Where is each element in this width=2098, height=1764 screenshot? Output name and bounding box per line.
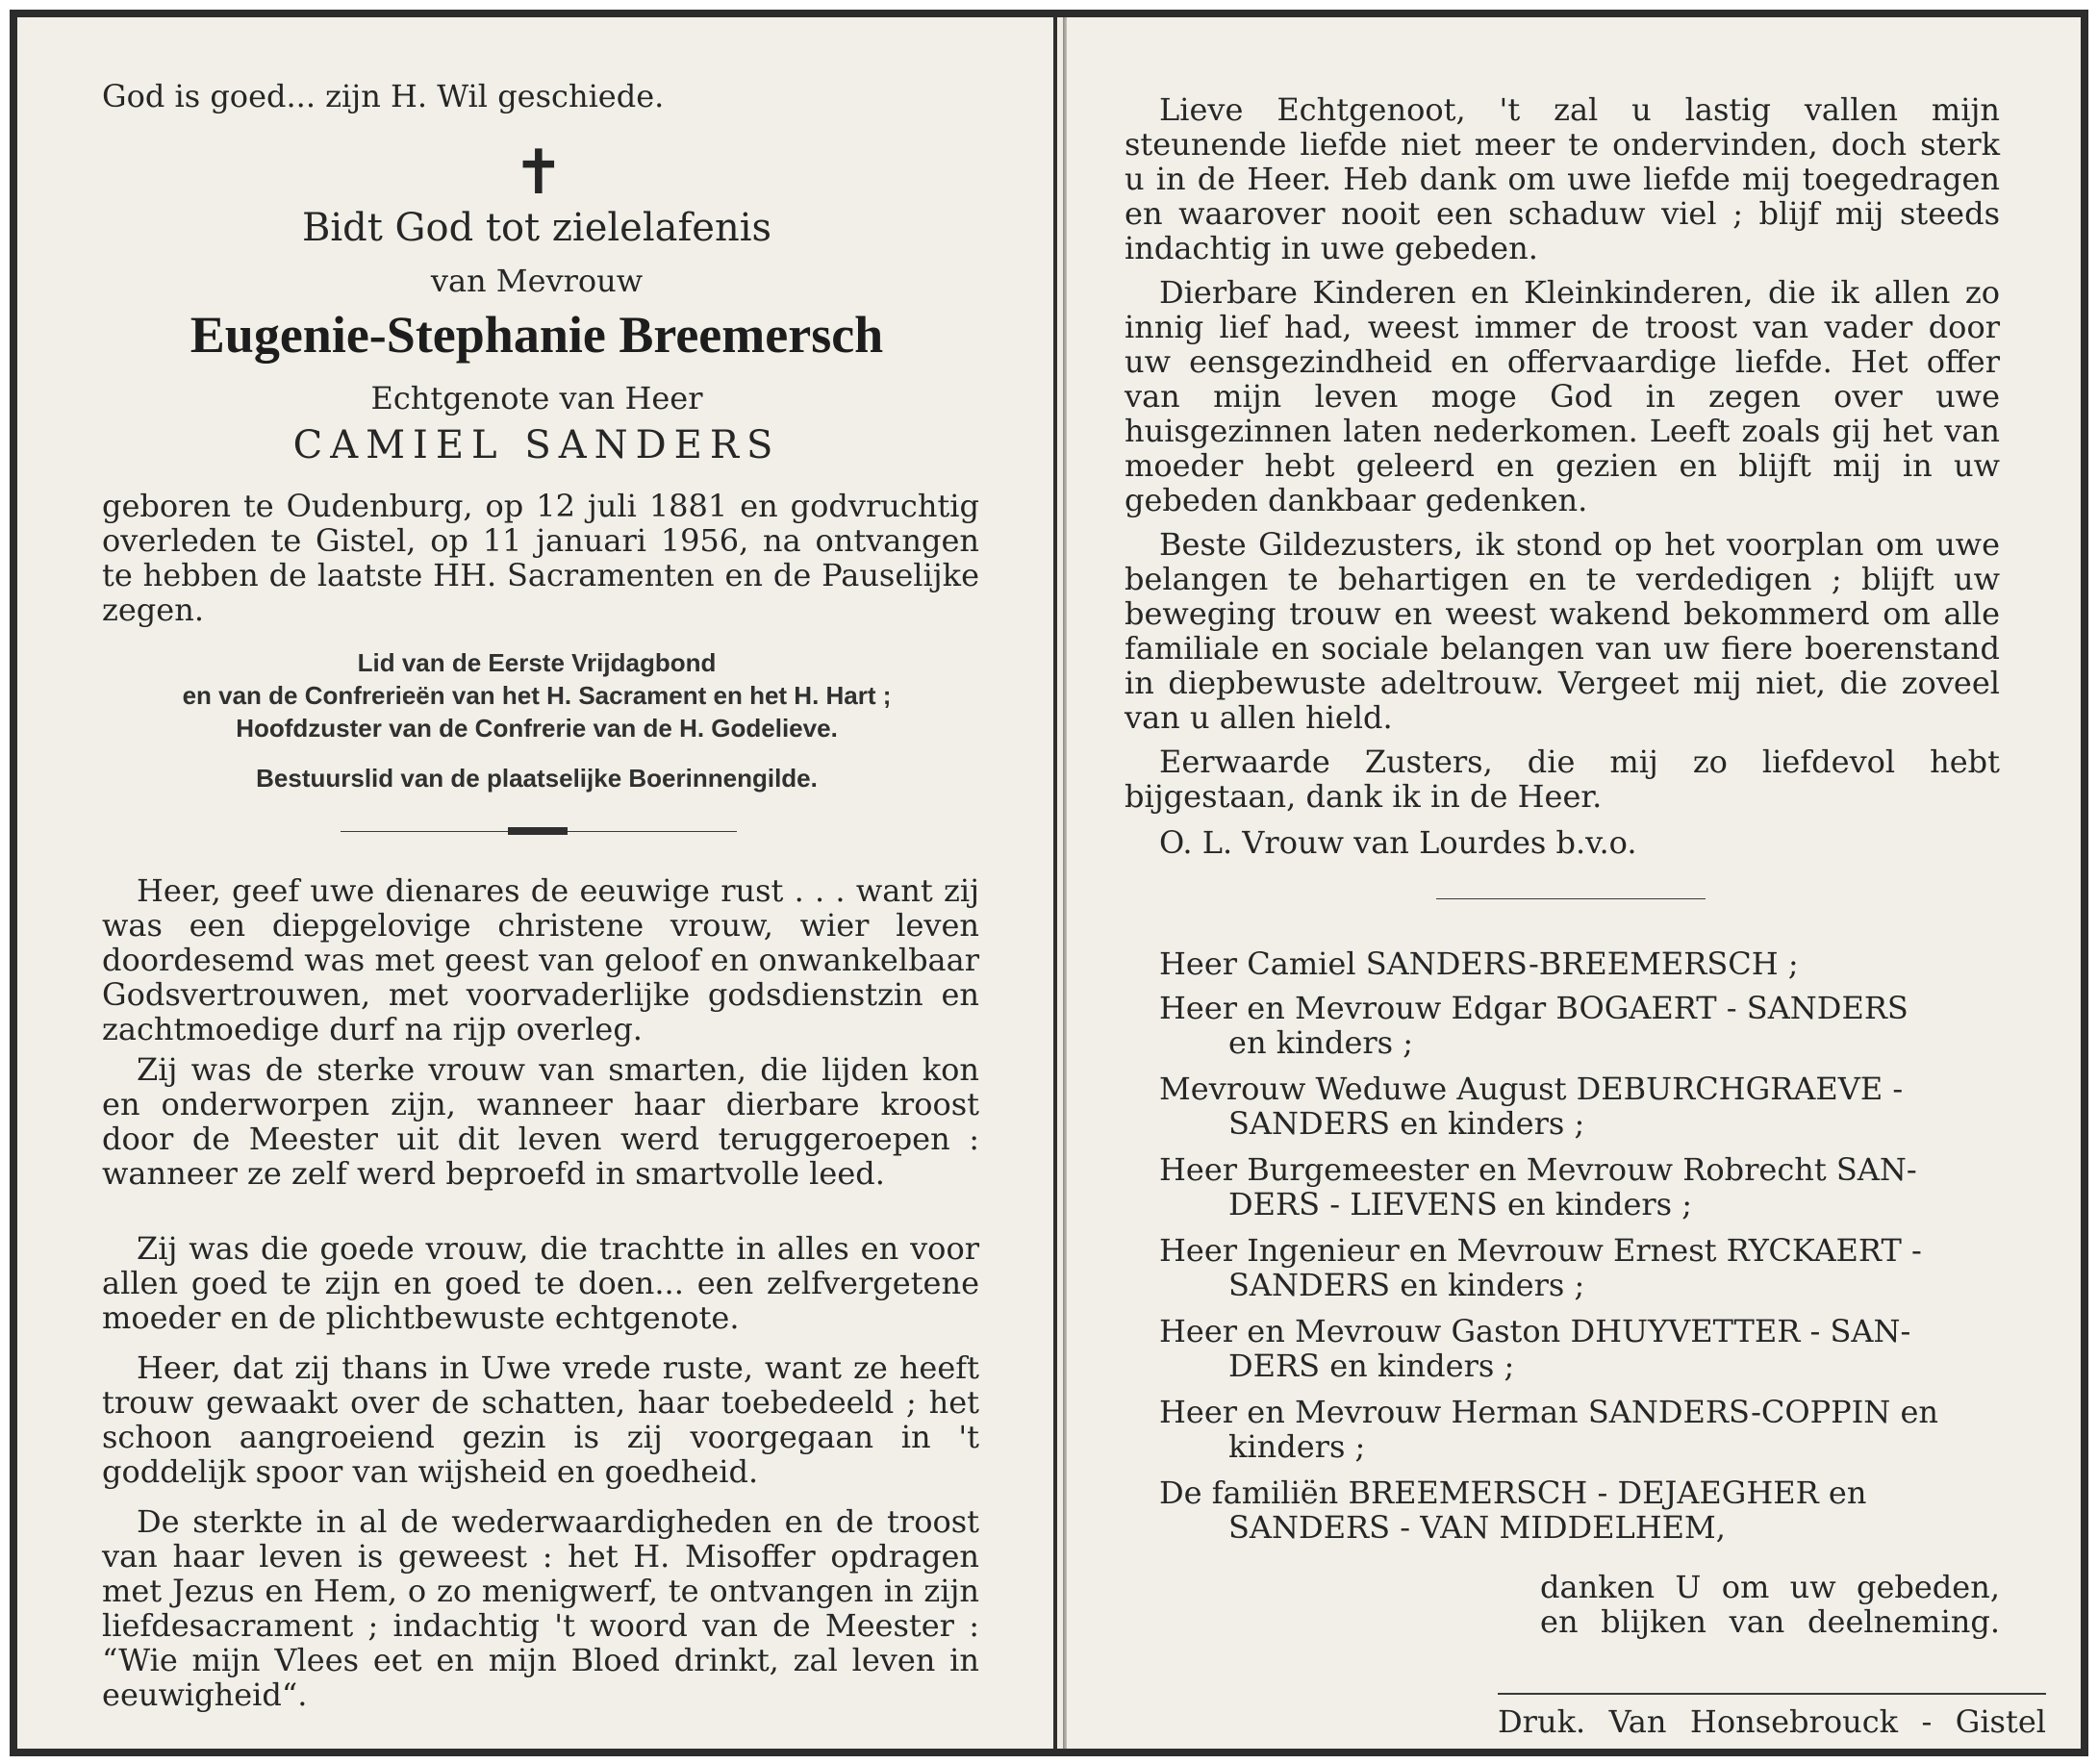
family-1: Heer Camiel SANDERS-BREEMERSCH ; xyxy=(1159,945,1799,982)
family-3: Mevrouw Weduwe August DEBURCHGRAEVE - SANDERS en kinders ; xyxy=(1159,1071,1904,1142)
family-5: Heer Ingenieur en Mevrouw Ernest RYCKAERT - SANDERS en kinders ; xyxy=(1159,1232,1922,1303)
membership-2: en van de Confrerieën van het H. Sacrament en het H. Hart ; xyxy=(182,681,892,710)
left-panel xyxy=(17,17,1053,1749)
paragraph-guild: Beste Gildezusters, ik stond op het voorplan om uwe belangen te behartigen en te verdedigen ; blijft uw beweging trouw en weest wakend bekommerd om alle familiale en sociale belangen van uw fiere boerenstand in diepbewuste adeltrouw. Vergeet mij niet, die zoveel van u allen hield. xyxy=(1125,526,2000,736)
spouse-intro: Echtgenote van Heer xyxy=(370,380,703,416)
card-fold xyxy=(1053,17,1067,1749)
family-4: Heer Burgemeester en Mevrouw Robrecht SAN- DERS - LIEVENS en kinders ; xyxy=(1159,1151,1917,1222)
printer-credit: Druk. Van Honsebrouck - Gistel xyxy=(1498,1703,2046,1740)
cross-icon: ✝ xyxy=(513,138,565,209)
membership-1: Lid van de Eerste Vrijdagbond xyxy=(357,648,717,677)
family-2: Heer en Mevrouw Edgar BOGAERT - SANDERS en kinders ; xyxy=(1159,990,1908,1061)
divider-ornament xyxy=(508,827,568,835)
biography: geboren te Oudenburg, op 12 juli 1881 en godvruchtig overleden te Gistel, op 11 januari 1956, na ontvangen te hebben de laatste HH. Sacramenten en de Pauselijke zegen. xyxy=(102,488,979,628)
motto: God is goed... zijn H. Wil geschiede. xyxy=(102,78,665,114)
paragraph-spouse: Lieve Echtgenoot, 't zal u lastig vallen mijn steunende liefde niet meer te ondervinden, doch sterk u in de Heer. Heb dank om uwe liefde mij toegedragen en waarover nooit een schaduw viel ; blijf mij steeds indachtig in uwe gebeden. xyxy=(1125,91,2000,266)
paragraph-1: Heer, geef uwe dienares de eeuwige rust . . . want zij was een diepgelovige christene vrouw, wier leven doordesemd was met geest van geloof en onwankelbaar Godsvertrouwen, met voorvaderlijke godsdienstzin en zachtmoedige durf na rijp overleg. xyxy=(102,872,979,1047)
thanks-line-2: en blijken van deelneming. xyxy=(1540,1603,2000,1640)
of-madam: van Mevrouw xyxy=(430,263,644,299)
right-panel xyxy=(1067,17,2081,1749)
spouse-name: CAMIEL SANDERS xyxy=(292,423,781,467)
paragraph-3: Zij was die goede vrouw, die trachtte in alles en voor allen goed te zijn en goed te doen... een zelfvergetene moeder en de plichtbewuste echtgenote. xyxy=(102,1230,979,1336)
paragraph-sisters: Eerwaarde Zusters, die mij zo liefdevol hebt bijgestaan, dank ik in de Heer. xyxy=(1125,743,2000,815)
divider xyxy=(1436,898,1706,899)
deceased-name: Eugenie-Stephanie Breemersch xyxy=(190,306,884,364)
paragraph-children: Dierbare Kinderen en Kleinkinderen, die ik allen zo innig lief had, weest immer de troost van vader door uw eensgezindheid en offervaardige liefde. Het offer van mijn leven moge God in zegen over uwe huisgezinnen laten nederkomen. Leeft zoals gij het van moeder hebt geleerd en gezien en blijft mij in uw gebeden dankbaar gedenken. xyxy=(1125,274,2000,518)
membership-4: Bestuurslid van de plaatselijke Boerinnengilde. xyxy=(256,764,818,793)
family-8: De familiën BREEMERSCH - DEJAEGHER en SANDERS - VAN MIDDELHEM, xyxy=(1159,1474,1867,1546)
signature-line: O. L. Vrouw van Lourdes b.v.o. xyxy=(1159,824,1637,861)
paragraph-2: Zij was de sterke vrouw van smarten, die lijden kon en onderworpen zijn, wanneer haar dierbare kroost door de Meester uit dit leven werd teruggeroepen : wanneer ze zelf werd beproefd in smartvolle leed. xyxy=(102,1051,979,1192)
paragraph-5: De sterkte in al de wederwaardigheden en de troost van haar leven is geweest : het H. Misoffer opdragen met Jezus en Hem, o zo menigwerf, te ontvangen in zijn liefdesacrament ; indachtig 't woord van de Meester : “Wie mijn Vlees eet en mijn Bloed drinkt, zal leven in eeuwigheid“. xyxy=(102,1503,979,1713)
paragraph-4: Heer, dat zij thans in Uwe vrede ruste, want ze heeft trouw gewaakt over de schatten, haar toebedeeld ; het schoon aangroeiend gezin is zij voorgegaan in 't goddelijk spoor van wijsheid en goedheid. xyxy=(102,1349,979,1490)
footer-rule xyxy=(1498,1693,2046,1695)
membership-3: Hoofdzuster van de Confrerie van de H. Godelieve. xyxy=(236,714,838,743)
memorial-card xyxy=(10,10,2088,1756)
prayer-request: Bidt God tot zielelafenis xyxy=(301,206,772,250)
family-6: Heer en Mevrouw Gaston DHUYVETTER - SAN- DERS en kinders ; xyxy=(1159,1313,1911,1384)
thanks-line-1: danken U om uw gebeden, xyxy=(1540,1569,2000,1605)
family-7: Heer en Mevrouw Herman SANDERS-COPPIN en kinders ; xyxy=(1159,1394,1939,1465)
